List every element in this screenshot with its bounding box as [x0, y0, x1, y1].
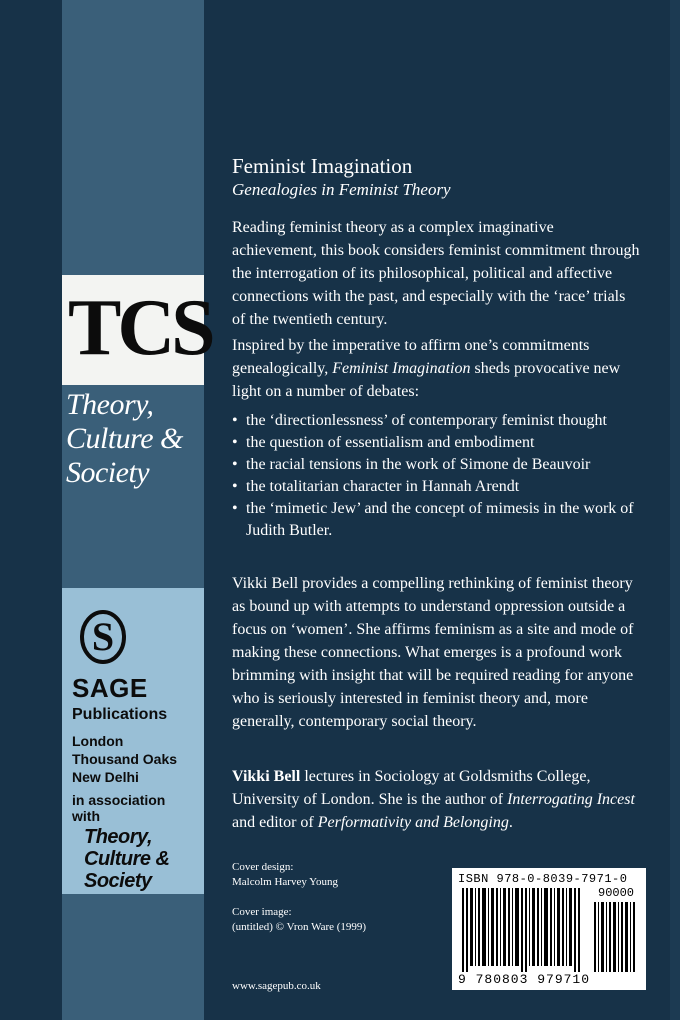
cover-image-credit	[232, 905, 366, 935]
association-title-line: Society	[84, 870, 152, 892]
text-run: Inspired by the imperative to affirm one’s commitments genealogically,	[232, 337, 590, 377]
publisher-block	[62, 588, 204, 894]
list-item: • the totalitarian character in Hannah Arendt	[232, 476, 642, 498]
list-item: • the ‘directionlessness’ of contemporary feminist thought	[232, 410, 642, 432]
series-name-line: Theory,	[66, 388, 154, 421]
ean-digits: 9 780803 979710	[458, 972, 591, 987]
price-code: 90000	[598, 886, 635, 900]
book-subtitle: Genealogies in Feminist Theory	[232, 180, 451, 199]
barcode-addon	[594, 902, 635, 972]
series-name	[66, 388, 202, 490]
text-run: lectures in Sociology at Goldsmiths College, University of London. She is the author of	[232, 768, 591, 808]
publisher-cities	[72, 732, 177, 786]
svg-text:S: S	[91, 614, 115, 659]
association-text	[72, 792, 165, 824]
author-name: Vikki Bell	[232, 768, 301, 785]
publisher-sub: Publications	[72, 706, 168, 723]
series-name-line: Culture &	[66, 422, 183, 455]
list-item: • the ‘mimetic Jew’ and the concept of mimesis in the work of Judith Butler.	[232, 498, 642, 542]
list-item: • the question of essentialism and embodiment	[232, 432, 642, 454]
isbn-barcode	[452, 868, 646, 990]
publisher-url[interactable]: www.sagepub.co.uk	[232, 980, 321, 992]
city: Thousand Oaks	[72, 751, 178, 767]
author-bio	[232, 765, 642, 834]
association-title	[84, 826, 170, 892]
association-title-line: Culture &	[84, 848, 170, 870]
book-title-inline: Feminist Imagination	[332, 360, 471, 377]
series-name-line: Society	[66, 456, 150, 489]
credit-value: (untitled) © Vron Ware (1999)	[232, 921, 367, 933]
text-run: and editor of	[232, 814, 318, 831]
debates-list	[232, 410, 642, 542]
association-line: with	[72, 808, 100, 824]
author-book-title: Interrogating Incest	[507, 791, 635, 808]
city: London	[72, 733, 124, 749]
series-abbreviation: TCS	[68, 284, 212, 372]
association-line: in association	[72, 792, 166, 808]
list-item: • the racial tensions in the work of Simone de Beauvoir	[232, 454, 642, 476]
city: New Delhi	[72, 769, 139, 785]
publisher-name: SAGE	[72, 673, 148, 703]
text-run: sheds provocative new light on a number of debates:	[232, 360, 621, 400]
isbn-text: ISBN 978-0-8039-7971-0	[458, 872, 628, 886]
text-run: .	[508, 814, 513, 831]
edge-bar	[670, 0, 680, 1020]
author-book-title: Performativity and Belonging	[317, 814, 509, 831]
barcode-bars	[458, 888, 640, 972]
barcode-main	[462, 888, 580, 972]
credit-label: Cover image:	[232, 906, 292, 918]
cover-design-credit	[232, 860, 338, 890]
credit-value: Malcolm Harvey Young	[232, 876, 339, 888]
blurb-paragraph-1: Reading feminist theory as a complex imaginative achievement, this book considers feminist commitment through the interrogation of its philosophical, political and affective connections with the past, and especially with the ‘race’ trials of the twentieth century.	[232, 219, 640, 328]
blurb-paragraph-2	[232, 334, 642, 403]
book-title: Feminist Imagination	[232, 154, 413, 178]
blurb-paragraph-3: Vikki Bell provides a compelling rethinking of feminist theory as bound up with attempts to understand oppression outside a focus on ‘women’. She affirms feminism as a site and mode of making these connections. What emerges is a profound work brimming with insight that will be required reading for anyone who is seriously interested in feminist theory and, more generally, contemporary social theory.	[232, 575, 634, 730]
association-title-line: Theory,	[84, 826, 152, 848]
credit-label: Cover design:	[232, 861, 294, 873]
sage-logo-icon	[80, 610, 126, 664]
